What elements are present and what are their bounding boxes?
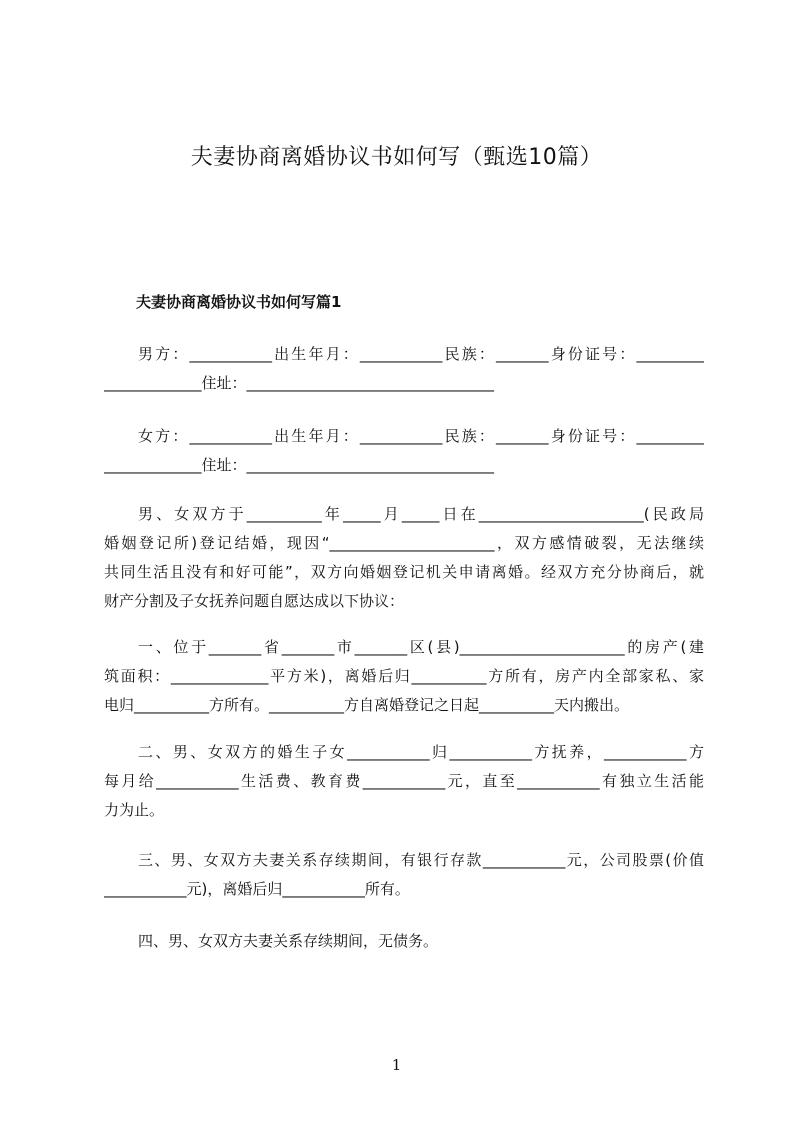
paragraph-line: 每月给___________生活费、教育费___________元，直至___________有独立生活能 <box>104 772 704 790</box>
paragraph-line: 一、位于_______省_______市_______区(县)______________________的房产(建 <box>138 638 704 656</box>
section-heading: 夫妻协商离婚协议书如何写篇1 <box>136 293 342 311</box>
paragraph-line: 财产分割及子女抚养问题自愿达成以下协议： <box>104 592 405 610</box>
paragraph-line: 共同生活且没有和好可能”，双方向婚姻登记机关申请离婚。经双方充分协商后，就 <box>104 563 704 581</box>
paragraph-line: 男、女双方于__________年_____月_____日在______________________(民政局 <box>138 505 704 523</box>
paragraph-line: 力为止。 <box>104 801 165 819</box>
paragraph-clause-children <box>104 738 704 825</box>
paragraph-marriage-statement <box>104 500 704 616</box>
paragraph-line: _____________住址：_________________________________ <box>104 456 495 474</box>
paragraph-line: 男方：___________出生年月：___________民族：_______身份证号：_________ <box>138 345 704 363</box>
paragraph-clause-debts <box>104 927 704 956</box>
paragraph-line: 二、男、女双方的婚生子女___________归___________方抚养，___________方 <box>138 743 704 761</box>
paragraph-husband-info <box>104 340 704 398</box>
paragraph-line: ___________元)，离婚后归___________所有。 <box>104 880 410 898</box>
paragraph-line: 三、男、女双方夫妻关系存续期间，有银行存款___________元，公司股票(价值 <box>138 851 704 869</box>
document-title: 夫妻协商离婚协议书如何写（甄选10篇） <box>190 145 603 170</box>
paragraph-line: _____________住址：_________________________________ <box>104 374 495 392</box>
paragraph-line: 筑面积：_____________平方米)，离婚后归__________方所有，房产内全部家私、家 <box>104 667 704 685</box>
paragraph-clause-property <box>104 633 704 720</box>
paragraph-clause-assets <box>104 846 704 904</box>
page-number: 1 <box>391 1056 402 1074</box>
paragraph-line: 四、男、女双方夫妻关系存续期间，无债务。 <box>138 932 439 950</box>
paragraph-wife-info <box>104 422 704 480</box>
paragraph-line: 女方：___________出生年月：___________民族：_______身份证号：_________ <box>138 427 704 445</box>
paragraph-line: 电归__________方所有。__________方自离婚登记之日起__________天内搬出。 <box>104 696 630 714</box>
paragraph-line: 婚姻登记所)登记结婚，现因“______________________，双方感情破裂，无法继续 <box>104 534 704 552</box>
